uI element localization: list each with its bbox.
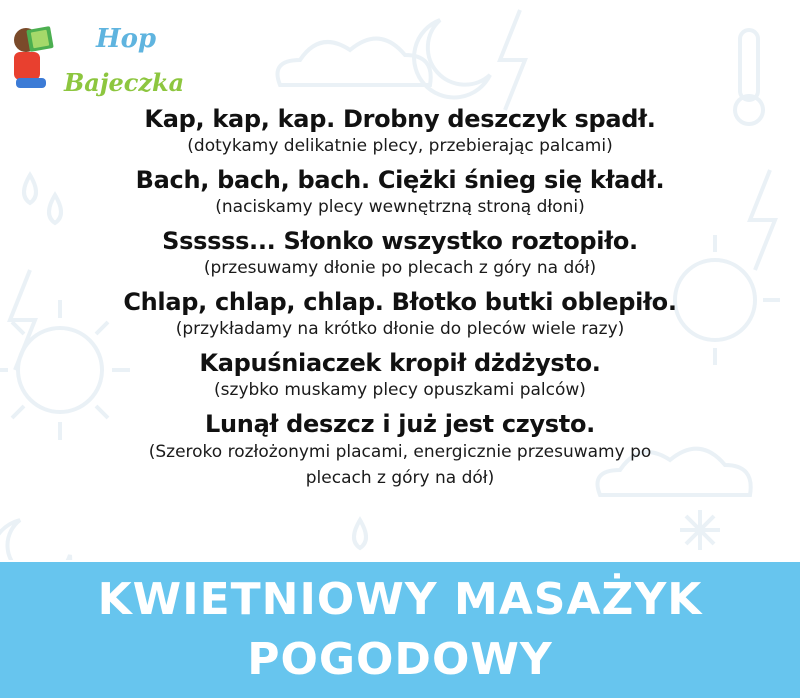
child-reading-book-icon [6,16,66,98]
instruction-2: (naciskamy plecy wewnętrzną stroną dłoni) [215,197,585,217]
banner-title-line-1: KWIETNIOWY MASAŻYK [97,574,703,625]
instruction-3: (przesuwamy dłonie po plecach z góry na dół) [203,258,597,278]
instruction-4: (przykładamy na krótko dłonie do pleców wiele razy) [175,319,625,339]
banner-title-line-2: POGODOWY [247,634,553,685]
logo [6,8,196,98]
moon-icon [414,20,490,97]
logo-bajeczka-text: Bajeczka [64,68,185,97]
raindrop-icon [354,520,366,548]
instruction-6: (Szeroko rozłożonymi placami, energicznie przesuwamy po [148,442,652,462]
poem [40,104,760,497]
verse-2: Bach, bach, bach. Ciężki śnieg się kładł. [135,166,665,194]
verse-6: Lunął deszcz i już jest czysto. [205,410,595,438]
logo-hop-text: Hop [96,24,157,54]
cloud-icon [278,39,431,85]
verse-1: Kap, kap, kap. Drobny deszczyk spadł. [144,105,656,133]
title-banner [0,562,800,698]
verse-5: Kapuśniaczek kropił dżdżysto. [199,349,601,377]
lightning-icon [500,10,525,110]
verse-4: Chlap, chlap, chlap. Błotko butki oblepiło. [123,288,677,316]
instruction-1: (dotykamy delikatnie plecy, przebierając palcami) [187,136,613,156]
instruction-6-continued: plecach z góry na dół) [305,468,495,488]
moon-icon [0,520,70,560]
snowflake-icon [680,510,720,550]
verse-3: Ssssss... Słonko wszystko roztopiło. [162,227,638,255]
lightning-icon [10,270,35,370]
instruction-5: (szybko muskamy plecy opuszkami palców) [214,380,586,400]
